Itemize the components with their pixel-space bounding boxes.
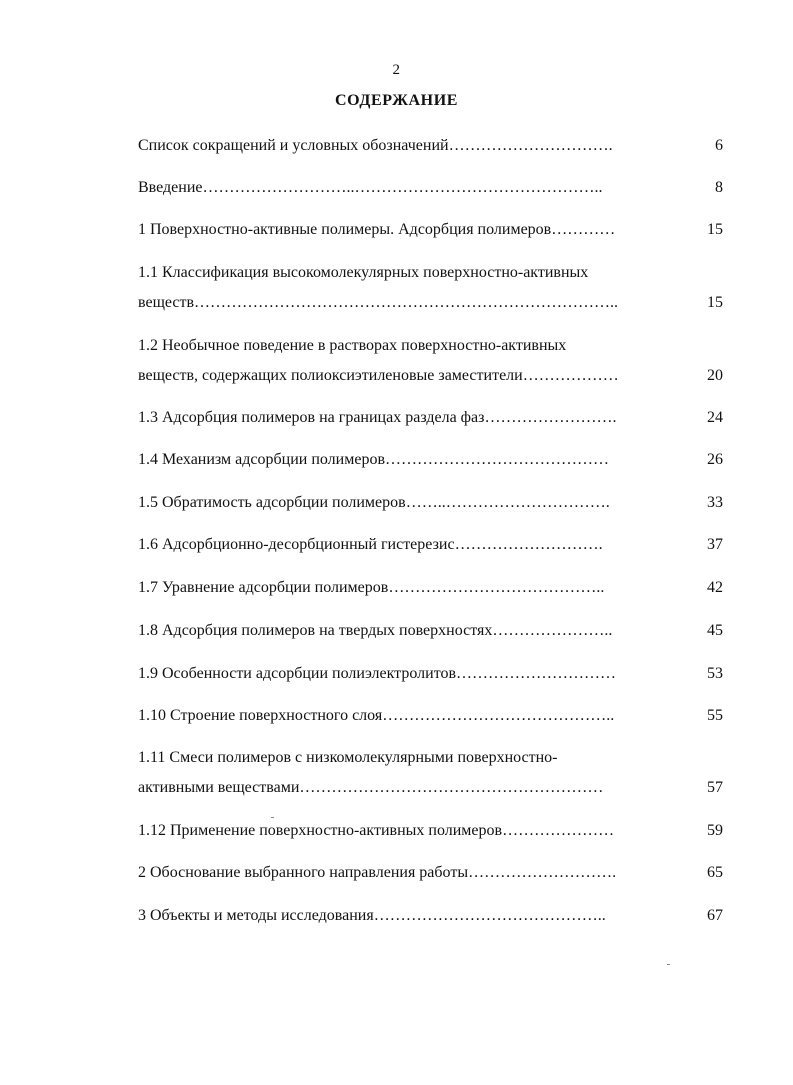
toc-entry bbox=[138, 261, 728, 285]
toc-entry bbox=[138, 746, 728, 770]
toc-entry bbox=[138, 776, 728, 800]
toc-entry-text: активными веществами………………………………………………… bbox=[138, 779, 604, 796]
toc-entry-page: 26 bbox=[707, 451, 723, 468]
toc-entry-page: 24 bbox=[707, 409, 723, 426]
toc-entry bbox=[138, 218, 728, 242]
scan-speck bbox=[271, 817, 274, 818]
toc-entry-page: 8 bbox=[715, 179, 723, 196]
toc-entry-text: 3 Объекты и методы исследования…………………………………….. bbox=[138, 907, 606, 924]
toc-entry-text: 1.8 Адсорбция полимеров на твердых поверхностях………………….. bbox=[138, 622, 613, 639]
toc-entry-text: 1 Поверхностно-активные полимеры. Адсорбция полимеров………… bbox=[138, 221, 616, 238]
toc-entry bbox=[138, 176, 728, 200]
toc-entry-text: Введение………………………..……………………………………….. bbox=[138, 179, 603, 196]
toc-entry bbox=[138, 291, 728, 315]
toc-entry-text: 1.10 Строение поверхностного слоя…………………………………….. bbox=[138, 707, 615, 724]
toc-entry bbox=[138, 533, 728, 557]
toc-entry-page: 42 bbox=[707, 579, 723, 596]
toc-entry-page: 57 bbox=[707, 779, 723, 796]
toc-title: СОДЕРЖАНИЕ bbox=[334, 92, 459, 109]
toc-entry-page: 37 bbox=[707, 536, 723, 553]
toc-entry-page: 45 bbox=[707, 622, 723, 639]
toc-entry-text: 2 Обоснование выбранного направления работы………………………. bbox=[138, 864, 617, 881]
page-number: 2 bbox=[392, 62, 401, 78]
toc-entry-text: 1.9 Особенности адсорбции полиэлектролитов………………………… bbox=[138, 665, 617, 682]
toc-entry-text: 1.2 Необычное поведение в растворах поверхностно-активных bbox=[138, 337, 567, 354]
toc-entry bbox=[138, 364, 728, 388]
toc-entry-text: 1.12 Применение поверхностно-активных полимеров………………… bbox=[138, 822, 615, 839]
toc-entry-text: 1.6 Адсорбционно-десорбционный гистерезис………………………. bbox=[138, 536, 603, 553]
toc-entry-text: 1.4 Механизм адсорбции полимеров…………………………………… bbox=[138, 451, 609, 468]
toc-entry-page: 33 bbox=[707, 494, 723, 511]
toc-entry bbox=[138, 662, 728, 686]
toc-entry bbox=[138, 334, 728, 358]
toc-entry bbox=[138, 491, 728, 515]
toc-entry-text: веществ…………………………………………………………………….. bbox=[138, 294, 619, 311]
toc-entry-text: 1.7 Уравнение адсорбции полимеров………………………………….. bbox=[138, 579, 605, 596]
toc-entry bbox=[138, 406, 728, 430]
toc-entry-text: 1.11 Смеси полимеров с низкомолекулярными поверхностно- bbox=[138, 749, 558, 766]
toc-entry bbox=[138, 819, 728, 843]
toc-entry bbox=[138, 861, 728, 885]
toc-entry-text: веществ, содержащих полиоксиэтиленовые заместители……………… bbox=[138, 367, 619, 384]
toc-entry bbox=[138, 134, 728, 158]
toc-entry-page: 15 bbox=[707, 294, 723, 311]
toc-entry bbox=[138, 576, 728, 600]
toc-entry-page: 55 bbox=[707, 707, 723, 724]
toc-entry-page: 6 bbox=[715, 137, 723, 154]
toc-entry bbox=[138, 619, 728, 643]
toc-entry bbox=[138, 904, 728, 928]
toc-entry-text: Список сокращений и условных обозначений…………………………. bbox=[138, 137, 613, 154]
toc-entry-text: 1.5 Обратимость адсорбции полимеров……..…………………………. bbox=[138, 494, 610, 511]
toc-entry-page: 20 bbox=[707, 367, 723, 384]
scan-speck bbox=[667, 964, 670, 965]
toc-entry-page: 67 bbox=[707, 907, 723, 924]
toc-entry-text: 1.3 Адсорбция полимеров на границах раздела фаз……………………. bbox=[138, 409, 617, 426]
toc-entry bbox=[138, 448, 728, 472]
toc-entry-page: 59 bbox=[707, 822, 723, 839]
toc-entry bbox=[138, 704, 728, 728]
toc-entry-page: 15 bbox=[707, 221, 723, 238]
toc-entry-page: 53 bbox=[707, 665, 723, 682]
toc-entry-page: 65 bbox=[707, 864, 723, 881]
toc-entry-text: 1.1 Классификация высокомолекулярных поверхностно-активных bbox=[138, 264, 589, 281]
